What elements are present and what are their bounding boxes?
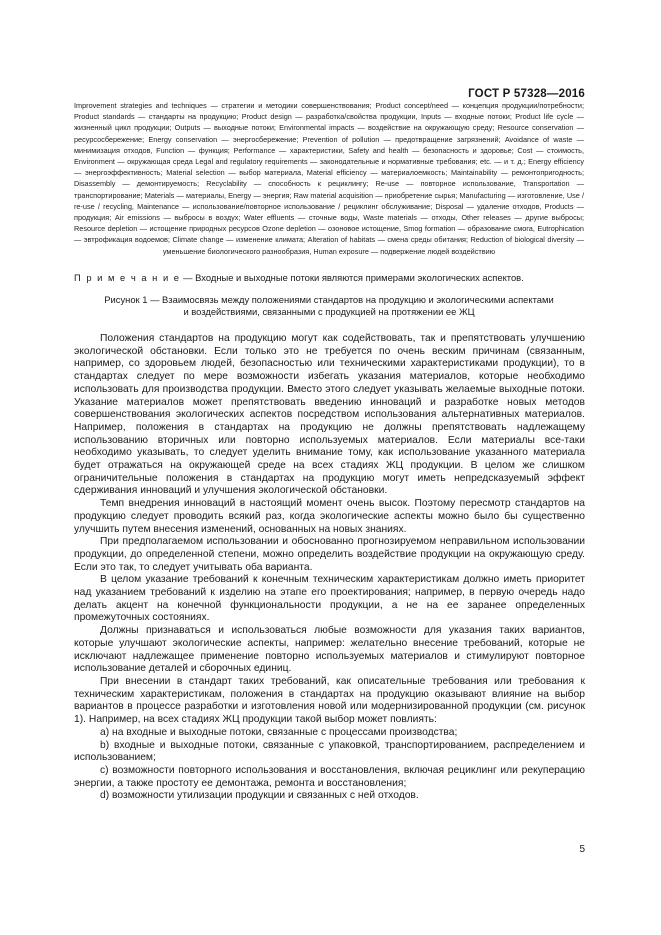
note-text: — Входные и выходные потоки являются примерами экологических аспектов. [180,272,524,283]
paragraph: В целом указание требований к конечным техническим характеристикам должно иметь приоритет над указанием требований к изделию на этапе его проектирования; например, в первую очередь надо делать акцент на конечной функциональности продукции, а не на ее заранее определенных промежуточных состояниях. [74,574,585,624]
paragraph: Положения стандартов на продукцию могут как содействовать, так и препятствовать улучшению экологической обстановки. Если только это не требуется по очень веским причинам (связанным, например, со здоровьем людей, безопасностью или техническими характеристиками продукции), то в стандартах следует по мере возможности избегать указания материалов, которые необходимо использовать для производства продукции. Вместо этого следует указывать желаемые выходные потоки. Указание материалов может препятствовать введению инноваций и разработке новых методов совершенствования экологических аспектов посредством использования альтернативных материалов. Например, положения в стандартах на продукцию не должны препятствовать надлежащему использованию вторичных или повторно используемых материалов. Если материалы все-таки необходимо указывать, то следует уделить внимание тому, как использование указанного материала будет отражаться на окружающей среде на всех стадиях ЖЦ продукции. В целом же слишком ограничительные положения в стандартах на продукцию могут иметь непредсказуемый эффект сдерживания инноваций и улучшения экологической обстановки. [74,333,585,497]
figure-legend-glossary: Improvement strategies and techniques — стратегии и методики совершенствования; Product concept/need — концепция продукции/потребности; Product standards — стандарты на продукцию; Product design — разработка/свойства продукции, Inputs — входные потоки; Product life cycle — жизненный цикл продукции; Outputs — выходные потоки; Environmental impacts — воздействие на окружающую среду; Resource conservation — ресурсосбережение; Energy conservation — энергосбережение; Prevention of pollution — предотвращение загрязнений; Avoidance of waste — минимизация отходов, Function — функция; Performance — характеристики, Safety and health — безопасность и здоровье; Cost — стоимость, Environment — окружающая среда Legal and regulatory requirements — законодательные и нормативные требования; etc. — и т. д.; Energy efficiency — энергоэффективность; Material selection — выбор материала, Material efficiency — материалоемкость; Maintainability — ремонтопригодность; Disassembly — демонтируемость; Recyclability — способность к рециклингу; Re-use — повторное использование, Transportation — транспортирование; Materials — материалы, Energy — энергия; Raw material acquisition — приобретение сырья; Manufacturing — изготовление, Use / re-use / recycling, Maintenance — использование/повторное использование / рециклинг обслуживание; Disposal — удаление отходов, Products — продукция; Air emissions — выбросы в воздух; Water effluents — сточные воды, Waste materials — отходы, Other releases — другие выбросы; Resource depletion — истощение природных ресурсов Ozone depletion — озоновое истощение, Smog formation — образование смога, Eutrophication — эвтрофикация водоемов; Climate change — изменение климата; Alteration of habitats — смена среды обитания; Reduction of biological diversity — уменьшение биологического разнообразия, Human exposure — подвержение людей воздействию [74,101,584,256]
figure-note [74,272,584,284]
body-text [74,333,585,803]
paragraph: При предполагаемом использовании и обоснованно прогнозируемом неправильном использовании продукции, до определенной степени, можно определить воздействие продукции на окружающую среду. Если это так, то следует учитывать оба варианта. [74,536,585,573]
figure-caption [74,294,584,318]
standard-designation: ГОСТ Р 57328—2016 [468,88,585,100]
list-item: d) возможности утилизации продукции и связанных с ней отходов. [100,790,419,802]
page-number: 5 [579,844,585,855]
paragraph: Темп внедрения инноваций в настоящий момент очень высок. Поэтому пересмотр стандартов на продукцию следует проводить всякий раз, когда экологические аспекты можно было бы существенно улучшить путем внесения изменений, основанных на новых знаниях. [74,498,585,535]
paragraph: Должны признаваться и использоваться любые возможности для указания таких вариантов, которые улучшают экологические аспекты, например: желательно внесение требований, которые не исключают надлежащее применение повторно используемых материалов и стимулируют повторное использование деталей и сборочных единиц. [74,625,585,675]
list-item: c) возможности повторного использования и восстановления, включая рециклинг или рекуперацию энергии, а также простоту ее демонтажа, ремонта и восстановления; [74,764,585,789]
list-item: a) на входные и выходные потоки, связанные с процессами производства; [100,726,458,738]
paragraph: При внесении в стандарт таких требований, как описательные требования или требования к техническим характеристикам, положения в стандартах на продукцию оказывают влияние на выбор вариантов в процессе разработки и изготовления новой или модернизированной продукции (см. рисунок 1). Например, на всех стадиях ЖЦ продукции такой выбор может повлиять: [74,675,585,726]
note-label: П р и м е ч а н и е [74,272,181,283]
figure-caption-line-1: Рисунок 1 — Взаимосвязь между положениями стандартов на продукцию и экологическими аспектами [104,294,554,305]
list-item: b) входные и выходные потоки, связанные с упаковкой, транспортированием, распределением и использованием; [74,739,585,764]
figure-caption-line-2: и воздействиями, связанными с продукцией на протяжении ее ЖЦ [183,306,475,317]
